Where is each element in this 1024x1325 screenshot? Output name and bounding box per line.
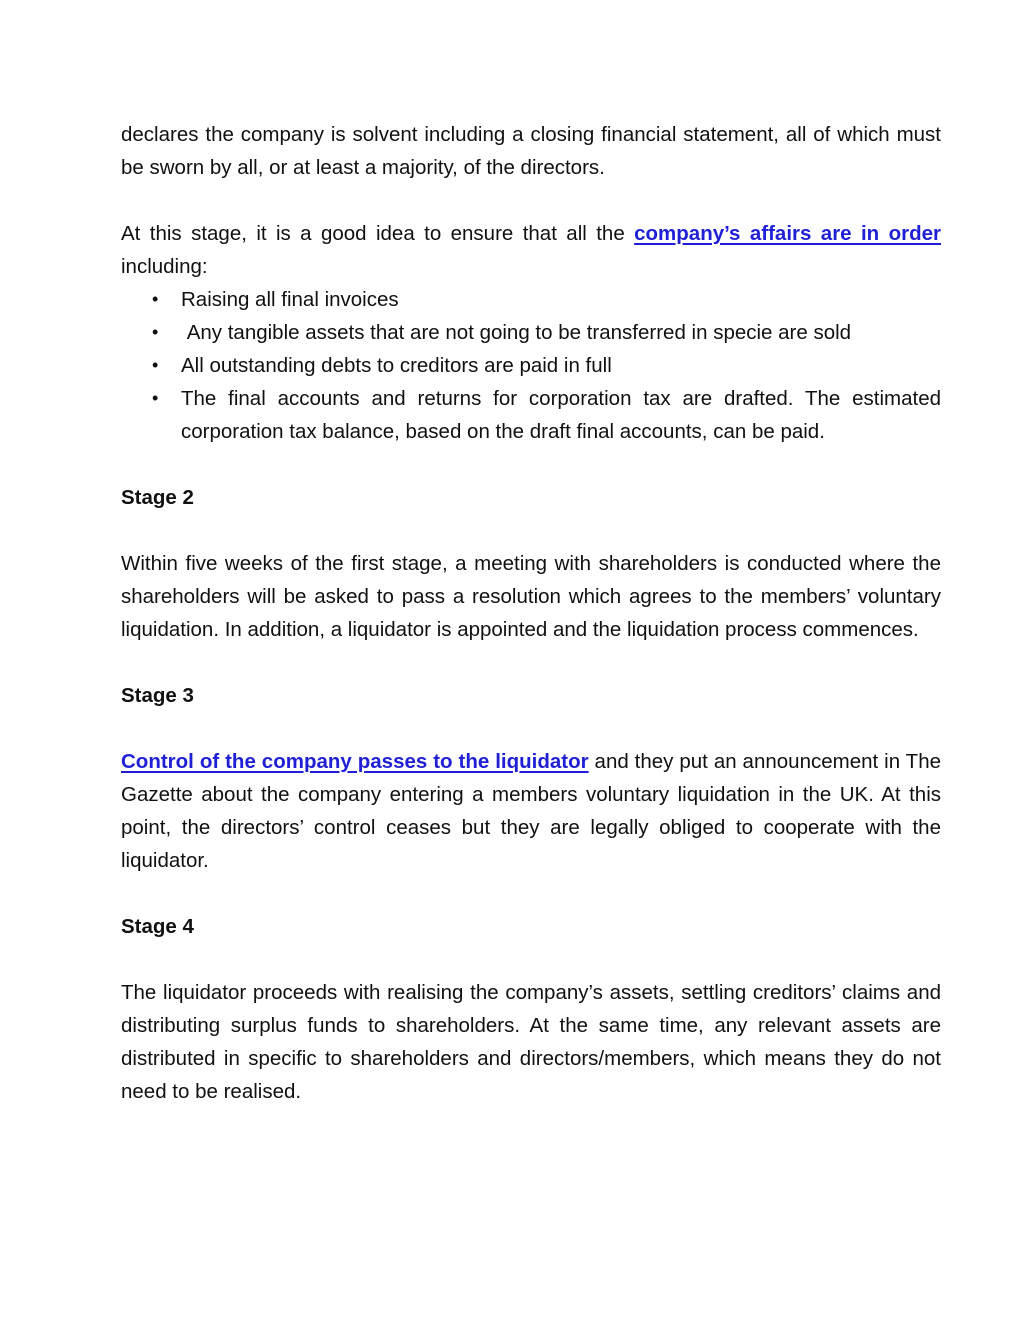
- stage-3-text: and they put an announcement in The Gazette about the company entering a members voluntary liquidation in the UK. At this point, the directors’ control ceases but they are legally obliged to cooperate with the liquidator.: [121, 750, 941, 872]
- stage-2-paragraph: Within five weeks of the first stage, a meeting with shareholders is conducted where the shareholders will be asked to pass a resolution which agrees to the members’ voluntary liquidation. In addition, a liquidator is appointed and the liquidation process commences.: [121, 552, 941, 641]
- list-item: [121, 316, 941, 349]
- list-item-text: Raising all final invoices: [181, 288, 399, 311]
- paragraph-gap: [121, 646, 941, 679]
- affairs-paragraph: [121, 217, 941, 283]
- bullet-icon: •: [152, 388, 159, 408]
- liquidator-control-link[interactable]: Control of the company passes to the liquidator: [121, 750, 589, 773]
- paragraph-gap: [121, 943, 941, 976]
- affairs-text-before: At this stage, it is a good idea to ensure that all the: [121, 222, 635, 245]
- paragraph-gap: [121, 877, 941, 910]
- list-item-text: All outstanding debts to creditors are paid in full: [181, 354, 612, 377]
- list-item: [121, 382, 941, 448]
- paragraph-gap: [121, 514, 941, 547]
- bullet-icon: •: [152, 355, 159, 375]
- document-page: [121, 118, 941, 1108]
- intro-paragraph: declares the company is solvent including a closing financial statement, all of which must be sworn by all, or at least a majority, of the directors.: [121, 123, 941, 179]
- bullet-icon: •: [152, 289, 159, 309]
- list-item: [121, 283, 941, 316]
- company-affairs-link[interactable]: company’s affairs are in order: [634, 222, 941, 245]
- affairs-text-after: including:: [121, 255, 208, 278]
- list-item-text: The final accounts and returns for corporation tax are drafted. The estimated corporation tax balance, based on the draft final accounts, can be paid.: [181, 387, 941, 443]
- stage-3-paragraph: [121, 745, 941, 877]
- paragraph-gap: [121, 448, 941, 481]
- stage-4-heading: Stage 4: [121, 915, 194, 938]
- requirements-list: [121, 283, 941, 448]
- stage-2-heading: Stage 2: [121, 486, 194, 509]
- paragraph-gap: [121, 712, 941, 745]
- bullet-icon: •: [152, 322, 159, 342]
- list-item: [121, 349, 941, 382]
- list-item-text: Any tangible assets that are not going to be transferred in specie are sold: [181, 321, 852, 344]
- paragraph-gap: [121, 184, 941, 217]
- stage-3-heading: Stage 3: [121, 684, 194, 707]
- stage-4-paragraph: The liquidator proceeds with realising the company’s assets, settling creditors’ claims and distributing surplus funds to shareholders. At the same time, any relevant assets are distributed in specific to shareholders and directors/members, which means they do not need to be realised.: [121, 981, 941, 1103]
